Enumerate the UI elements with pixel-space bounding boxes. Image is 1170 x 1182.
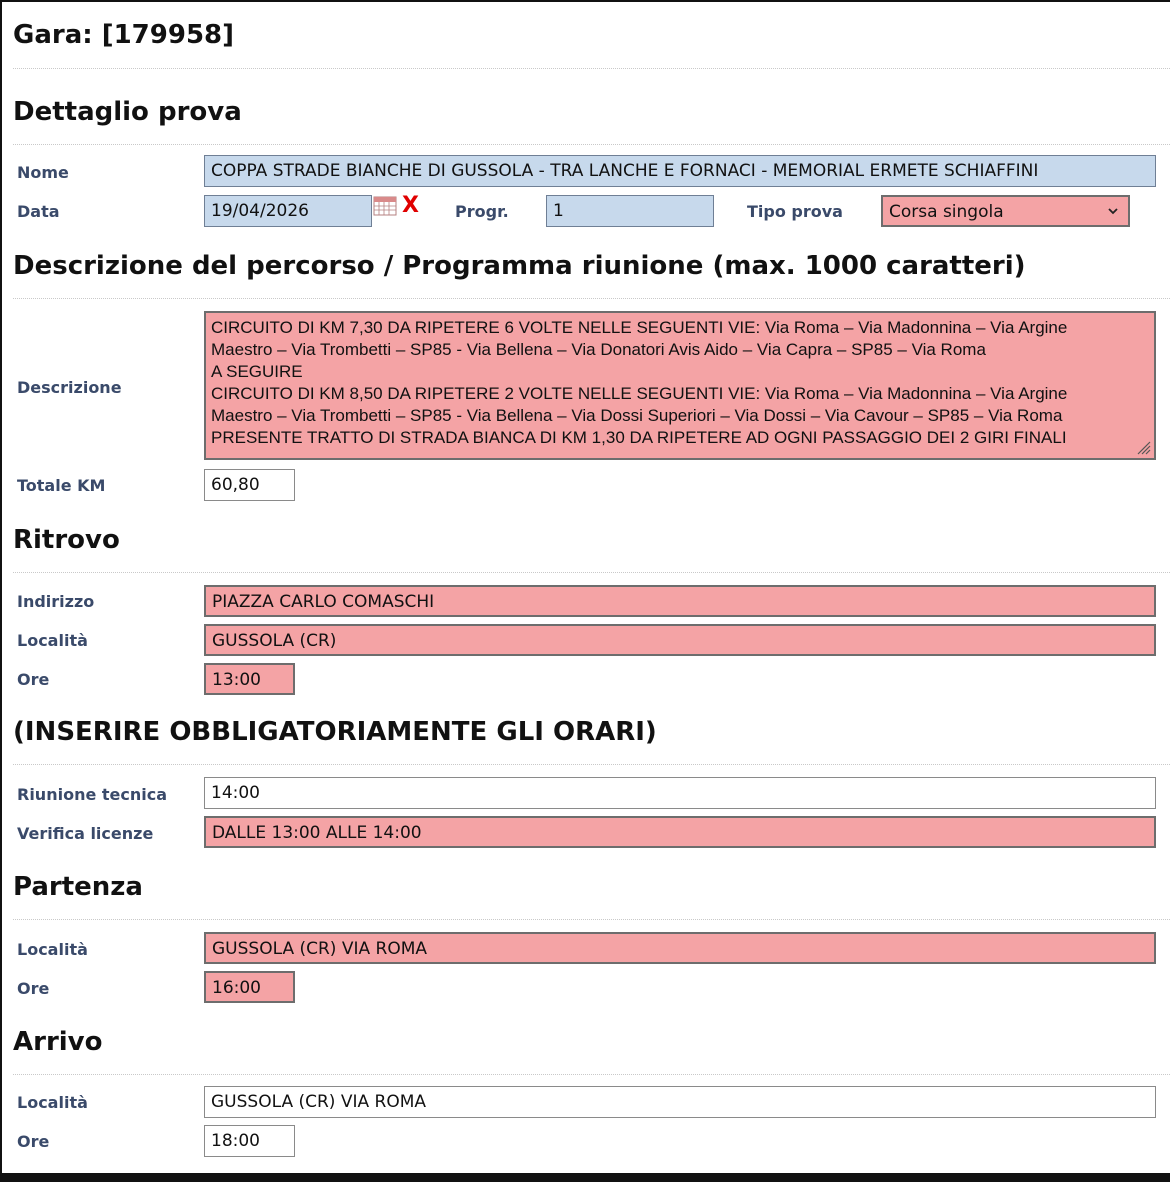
progr-label: Progr. [455,202,509,221]
separator [13,144,1170,145]
arrivo-localita-input[interactable]: GUSSOLA (CR) VIA ROMA [204,1086,1156,1118]
separator [13,298,1170,299]
clear-date-icon[interactable]: X [402,193,419,218]
section-heading-descrizione: Descrizione del percorso / Programma riunione (max. 1000 caratteri) [13,251,1026,281]
descrizione-line: CIRCUITO DI KM 8,50 DA RIPETERE 2 VOLTE NELLE SEGUENTI VIE: Via Roma – Via Madonnina – Via Argine [211,384,1068,403]
separator [13,572,1170,573]
descrizione-textarea[interactable] [204,311,1156,460]
descrizione-line: Maestro – Via Trombetti – SP85 - Via Bellena – Via Dossi Superiori – Via Dossi – Via Cavour – SP85 – Via Roma [211,406,1063,425]
arrivo-ore-input[interactable]: 18:00 [204,1125,295,1157]
nome-input[interactable]: COPPA STRADE BIANCHE DI GUSSOLA - TRA LANCHE E FORNACI - MEMORIAL ERMETE SCHIAFFINI [204,155,1156,187]
window-top-border [0,0,1170,2]
section-heading-arrivo: Arrivo [13,1027,103,1057]
arrivo-ore-label: Ore [17,1132,50,1151]
riunione-tecnica-label: Riunione tecnica [17,785,168,804]
partenza-ore-label: Ore [17,979,50,998]
descrizione-line: CIRCUITO DI KM 7,30 DA RIPETERE 6 VOLTE NELLE SEGUENTI VIE: Via Roma – Via Madonnina – Via Argine [211,318,1068,337]
progr-input[interactable]: 1 [546,195,714,227]
separator [13,919,1170,920]
chevron-down-icon [1108,206,1118,216]
arrivo-localita-label: Località [17,1093,88,1112]
partenza-localita-label: Località [17,940,88,959]
calendar-icon[interactable] [373,194,397,216]
indirizzo-label: Indirizzo [17,592,95,611]
data-label: Data [17,202,60,221]
indirizzo-input[interactable]: PIAZZA CARLO COMASCHI [204,585,1156,617]
riunione-tecnica-input[interactable]: 14:00 [204,777,1156,809]
verifica-licenze-label: Verifica licenze [17,824,154,843]
partenza-localita-input[interactable]: GUSSOLA (CR) VIA ROMA [204,932,1156,964]
ritrovo-localita-input[interactable]: GUSSOLA (CR) [204,624,1156,656]
partenza-ore-input[interactable]: 16:00 [204,971,295,1003]
window-left-border [0,0,2,1182]
totale-km-label: Totale KM [17,476,106,495]
section-heading-dettaglio: Dettaglio prova [13,97,242,127]
ritrovo-ore-input[interactable]: 13:00 [204,663,295,695]
descrizione-line: Maestro – Via Trombetti – SP85 - Via Bellena – Via Donatori Avis Aido – Via Capra – SP85 – Via Roma [211,340,986,359]
resize-handle-icon[interactable] [1135,439,1151,455]
descrizione-line: PRESENTE TRATTO DI STRADA BIANCA DI KM 1,30 DA RIPETERE AD OGNI PASSAGGIO DEI 2 GIRI FINALI [211,428,1067,447]
totale-km-input[interactable]: 60,80 [204,469,295,501]
section-heading-orari: (INSERIRE OBBLIGATORIAMENTE GLI ORARI) [13,717,657,747]
page-title: Gara: [179958] [13,20,235,50]
descrizione-line: A SEGUIRE [211,362,303,381]
section-heading-ritrovo: Ritrovo [13,525,120,555]
ritrovo-ore-label: Ore [17,670,50,689]
tipo-prova-value: Corsa singola [889,202,1004,222]
data-input[interactable]: 19/04/2026 [204,195,372,227]
window-bottom-border [0,1173,1170,1182]
nome-label: Nome [17,163,69,182]
separator [13,1074,1170,1075]
section-heading-partenza: Partenza [13,872,143,902]
separator [13,764,1170,765]
verifica-licenze-input[interactable]: DALLE 13:00 ALLE 14:00 [204,816,1156,848]
tipo-prova-select[interactable] [881,195,1130,227]
descrizione-label: Descrizione [17,378,122,397]
separator [13,68,1170,69]
ritrovo-localita-label: Località [17,631,88,650]
tipo-prova-label: Tipo prova [747,202,843,221]
